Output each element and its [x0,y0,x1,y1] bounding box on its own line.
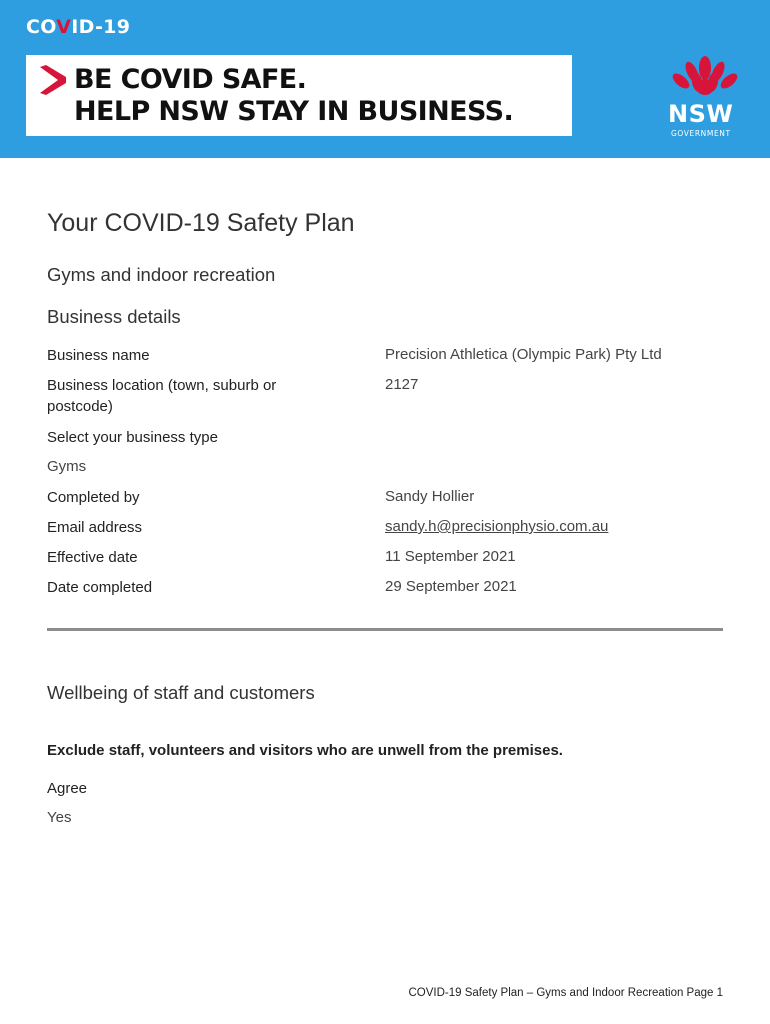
slogan-line-1: BE COVID SAFE. [74,64,307,95]
header-banner [0,0,770,158]
wellbeing-heading: Wellbeing of staff and customers [47,682,315,703]
date-completed-label: Date completed [47,579,153,596]
email-address-label: Email address [47,519,143,536]
chevron-right-icon [40,65,66,95]
business-details-heading: Business details [47,306,181,327]
business-location-value: 2127 [385,376,419,393]
business-type-label: Select your business type [47,429,218,446]
effective-date-label: Effective date [47,549,138,566]
plan-category: Gyms and indoor recreation [47,264,276,285]
slogan-box [26,55,572,136]
nsw-logo-text: NSW [668,100,734,128]
section-divider [47,628,723,631]
business-name-value: Precision Athletica (Olympic Park) Pty Ltd [385,346,662,363]
completed-by-label: Completed by [47,489,140,506]
nsw-logo-subtext: GOVERNMENT [671,129,731,138]
business-location-label: Business location (town, suburb or postcode) [47,377,277,415]
page-title: Your COVID-19 Safety Plan [47,209,355,237]
date-completed-value: 29 September 2021 [385,578,517,595]
wellbeing-question: Exclude staff, volunteers and visitors who are unwell from the premises. [47,742,563,759]
business-name-label: Business name [47,347,150,364]
business-type-value: Gyms [47,458,87,475]
page-footer: COVID-19 Safety Plan – Gyms and Indoor Recreation Page 1 [408,987,723,999]
email-address-link[interactable]: sandy.h@precisionphysio.com.au [385,518,609,535]
slogan-line-2: HELP NSW STAY IN BUSINESS. [74,96,514,127]
covid-logo-prefix: CO [26,16,57,38]
agree-label: Agree [47,780,88,797]
covid19-logo [26,16,130,38]
covid-logo-accent: V [56,16,72,38]
effective-date-value: 11 September 2021 [385,548,516,565]
completed-by-value: Sandy Hollier [385,488,475,505]
agree-value: Yes [47,809,72,826]
covid-logo-suffix: ID-19 [71,16,131,38]
